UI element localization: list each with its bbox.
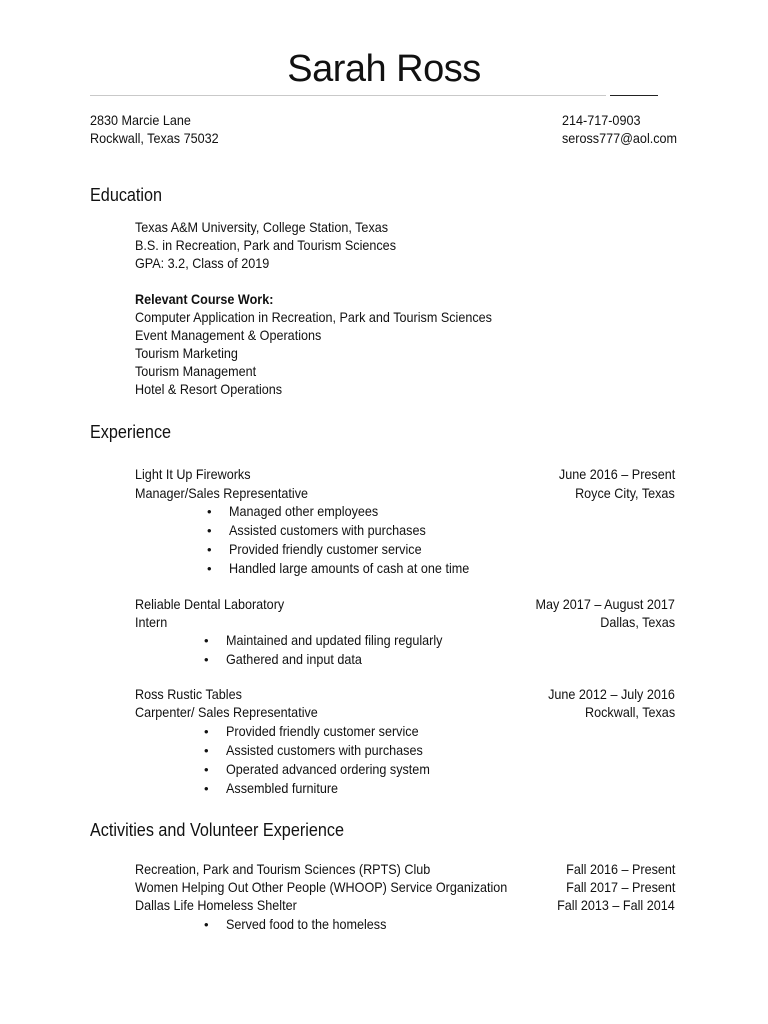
activity-dates: Fall 2016 – Present: [565, 861, 675, 877]
job-location: Royce City, Texas: [575, 485, 675, 501]
header-divider-accent: [610, 95, 658, 96]
bullet-text: Assembled furniture: [226, 780, 339, 796]
bullet-text: Assisted customers with purchases: [226, 742, 423, 758]
job-company: Reliable Dental Laboratory: [135, 596, 285, 612]
job-title-row: [135, 613, 675, 631]
bullet-text: Managed other employees: [229, 503, 379, 519]
bullet-icon: •: [204, 652, 209, 667]
job-location: Rockwall, Texas: [584, 704, 675, 720]
course-item: Event Management & Operations: [135, 327, 322, 343]
job-title: Carpenter/ Sales Representative: [135, 704, 318, 720]
address-block: [90, 111, 219, 147]
job-header-row: [135, 465, 675, 483]
header-divider: [90, 95, 606, 96]
job-dates: June 2012 – July 2016: [548, 686, 675, 702]
address-line-2: Rockwall, Texas 75032: [90, 130, 219, 146]
bullet-icon: •: [204, 917, 209, 932]
activity-name: Recreation, Park and Tourism Sciences (RPTS) Club: [135, 861, 431, 877]
job-title: Manager/Sales Representative: [135, 485, 309, 501]
job-header-row: [135, 595, 675, 613]
coursework-block: [135, 290, 492, 398]
bullet-icon: •: [207, 523, 212, 538]
job-title: Intern: [135, 614, 168, 630]
activity-row: [135, 896, 675, 914]
degree: B.S. in Recreation, Park and Tourism Sciences: [135, 237, 396, 253]
gpa: GPA: 3.2, Class of 2019: [135, 255, 270, 271]
bullet-icon: •: [207, 542, 212, 557]
bullet-text: Provided friendly customer service: [229, 541, 422, 557]
course-item: Hotel & Resort Operations: [135, 381, 283, 397]
bullet-icon: •: [204, 633, 209, 648]
resume-name: Sarah Ross: [287, 48, 481, 90]
job-company: Ross Rustic Tables: [135, 686, 242, 702]
activity-row: [135, 860, 675, 878]
activity-row: [135, 878, 675, 896]
job-dates: June 2016 – Present: [558, 466, 675, 482]
job-company: Light It Up Fireworks: [135, 466, 251, 482]
education-heading: Education: [90, 185, 163, 205]
job-header-row: [135, 685, 675, 703]
activity-name: Dallas Life Homeless Shelter: [135, 897, 297, 913]
activity-name: Women Helping Out Other People (WHOOP) Service Organization: [135, 879, 508, 895]
bullet-text: Operated advanced ordering system: [226, 761, 430, 777]
job-location: Dallas, Texas: [600, 614, 675, 630]
coursework-title: Relevant Course Work:: [135, 291, 274, 307]
bullet-icon: •: [207, 561, 212, 576]
bullet-text: Maintained and updated filing regularly: [226, 632, 443, 648]
education-details: [135, 218, 396, 272]
phone-number: 214-717-0903: [562, 112, 641, 128]
bullet-text: Served food to the homeless: [226, 916, 387, 932]
job-title-row: [135, 703, 675, 721]
job-dates: May 2017 – August 2017: [535, 596, 675, 612]
activities-heading: Activities and Volunteer Experience: [90, 820, 344, 840]
activity-dates: Fall 2017 – Present: [565, 879, 675, 895]
email-address: seross777@aol.com: [562, 130, 678, 146]
bullet-icon: •: [204, 781, 209, 796]
bullet-icon: •: [204, 724, 209, 739]
experience-heading: Experience: [90, 422, 172, 442]
job-title-row: [135, 484, 675, 502]
contact-block: [562, 111, 677, 147]
bullet-icon: •: [207, 504, 212, 519]
address-line-1: 2830 Marcie Lane: [90, 112, 191, 128]
bullet-text: Provided friendly customer service: [226, 723, 419, 739]
bullet-icon: •: [204, 743, 209, 758]
bullet-text: Handled large amounts of cash at one time: [229, 560, 470, 576]
activity-dates: Fall 2013 – Fall 2014: [557, 897, 675, 913]
course-item: Computer Application in Recreation, Park and Tourism Sciences: [135, 309, 492, 325]
bullet-icon: •: [204, 762, 209, 777]
course-item: Tourism Marketing: [135, 345, 238, 361]
bullet-text: Gathered and input data: [226, 651, 362, 667]
course-item: Tourism Management: [135, 363, 257, 379]
bullet-text: Assisted customers with purchases: [229, 522, 426, 538]
school-name: Texas A&M University, College Station, Texas: [135, 219, 389, 235]
